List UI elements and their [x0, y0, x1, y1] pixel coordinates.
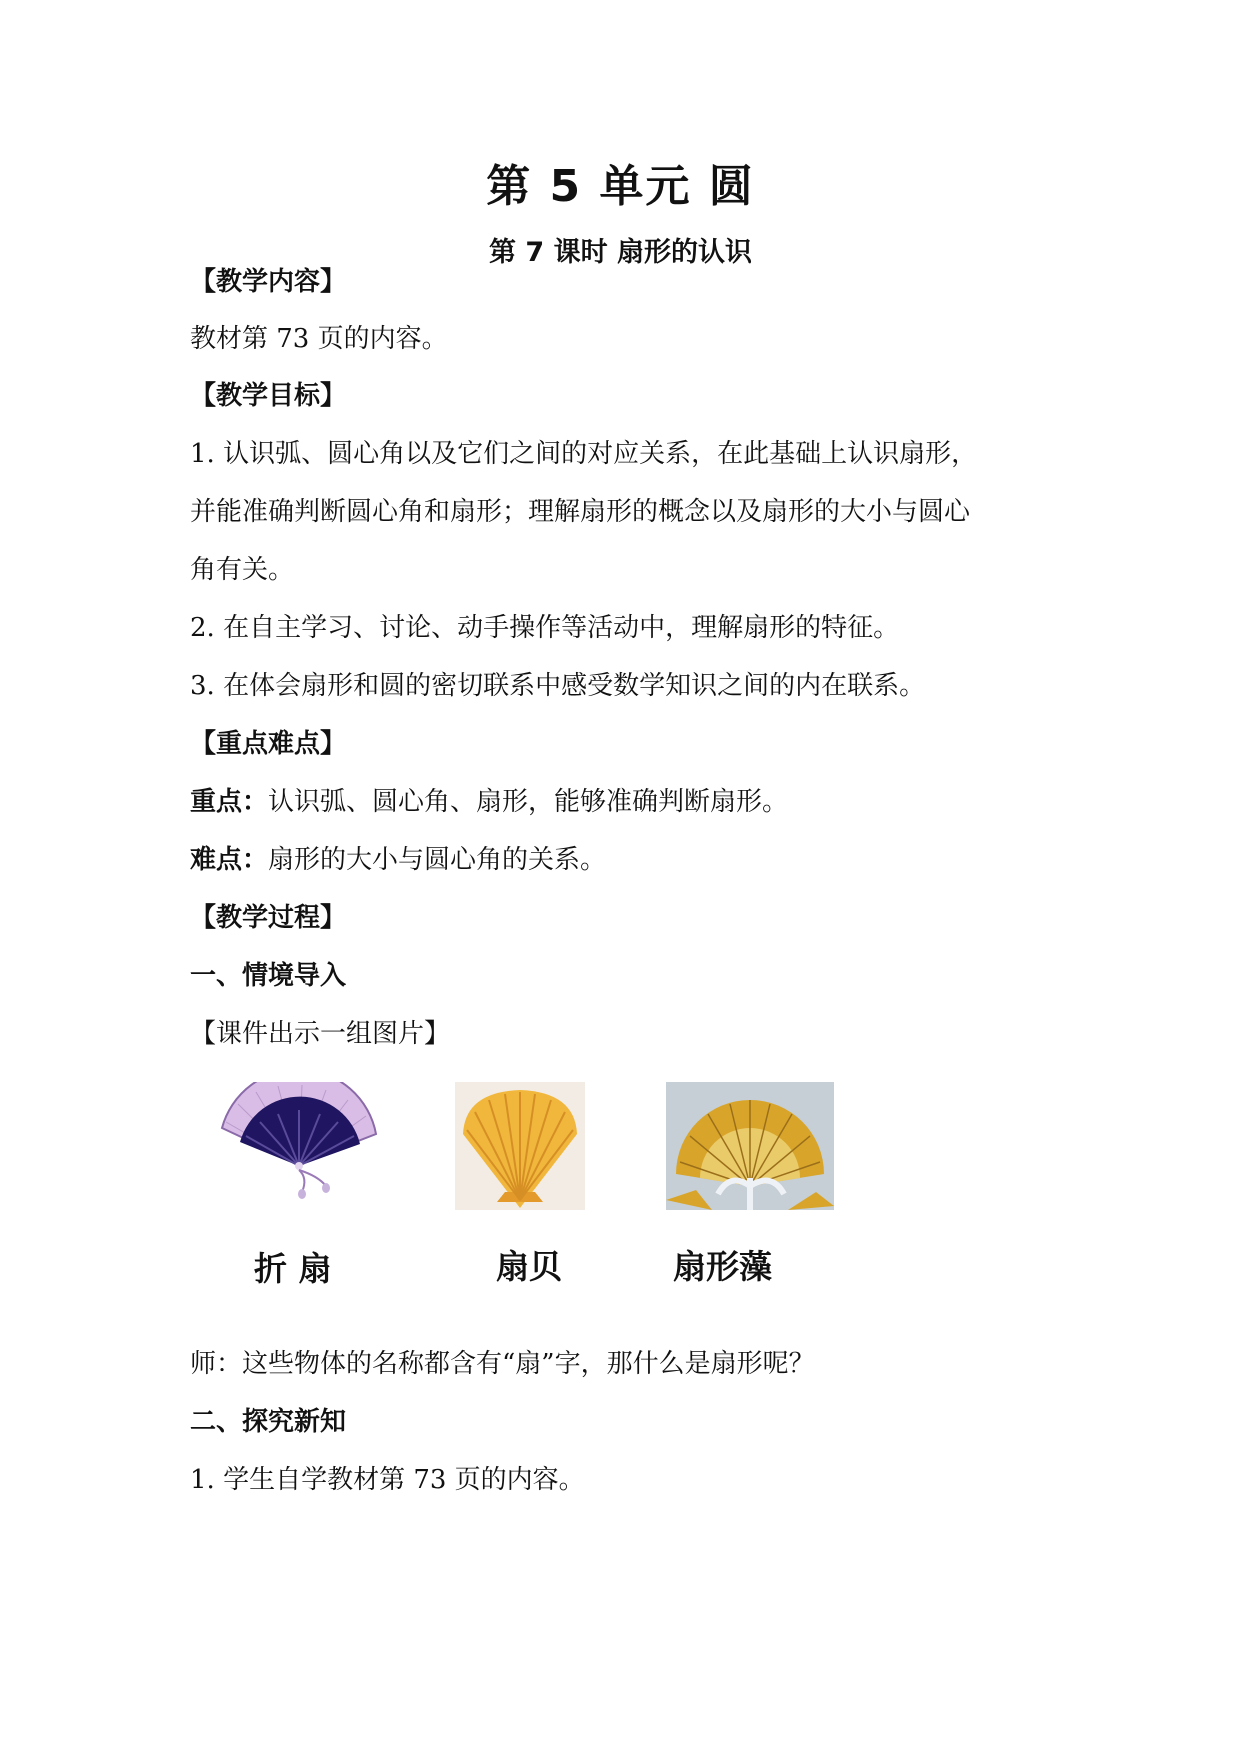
- courseware-note: 【课件出示一组图片】: [190, 1019, 451, 1049]
- shell-caption: 扇贝: [496, 1247, 562, 1286]
- goals-heading: 【教学目标】: [190, 381, 347, 411]
- content-heading: 【教学内容】: [190, 267, 347, 297]
- goal-3: 3. 在体会扇形和圆的密切联系中感受数学知识之间的内在联系。: [190, 671, 926, 701]
- step-1: 1. 学生自学教材第 73 页的内容。: [190, 1465, 585, 1495]
- difficult-point: [190, 843, 606, 877]
- fan-caption: 折 扇: [254, 1249, 332, 1288]
- lesson-subtitle: 第 7 课时 扇形的认识: [489, 237, 752, 268]
- part-1-heading: 一、情境导入: [190, 961, 347, 991]
- goal-1-line-1: 1. 认识弧、圆心角以及它们之间的对应关系，在此基础上认识扇形，: [190, 439, 978, 469]
- difficult-label: 难点：: [190, 845, 269, 875]
- goal-2: 2. 在自主学习、讨论、动手操作等活动中，理解扇形的特征。: [190, 613, 900, 643]
- key-label: 重点：: [190, 787, 269, 817]
- scallop-shell-image: [455, 1082, 585, 1210]
- difficult-text: 扇形的大小与圆心角的关系。: [268, 845, 607, 875]
- key-point: [190, 785, 788, 819]
- process-heading: 【教学过程】: [190, 903, 347, 933]
- algae-caption: 扇形藻: [673, 1247, 772, 1286]
- goal-1-line-3: 角有关。: [190, 555, 295, 585]
- key-text: 认识弧、圆心角、扇形，能够准确判断扇形。: [268, 787, 789, 817]
- part-2-heading: 二、探究新知: [190, 1407, 347, 1437]
- content-text: 教材第 73 页的内容。: [190, 324, 448, 354]
- teacher-question: 师：这些物体的名称都含有“扇”字，那什么是扇形呢？: [190, 1349, 815, 1379]
- page-title: 第 5 单元 圆: [486, 161, 755, 212]
- fan-algae-image: [666, 1082, 834, 1210]
- goal-1-line-2: 并能准确判断圆心角和扇形；理解扇形的概念以及扇形的大小与圆心: [190, 497, 971, 527]
- folding-fan-image: [218, 1082, 380, 1200]
- key-heading: 【重点难点】: [190, 729, 347, 759]
